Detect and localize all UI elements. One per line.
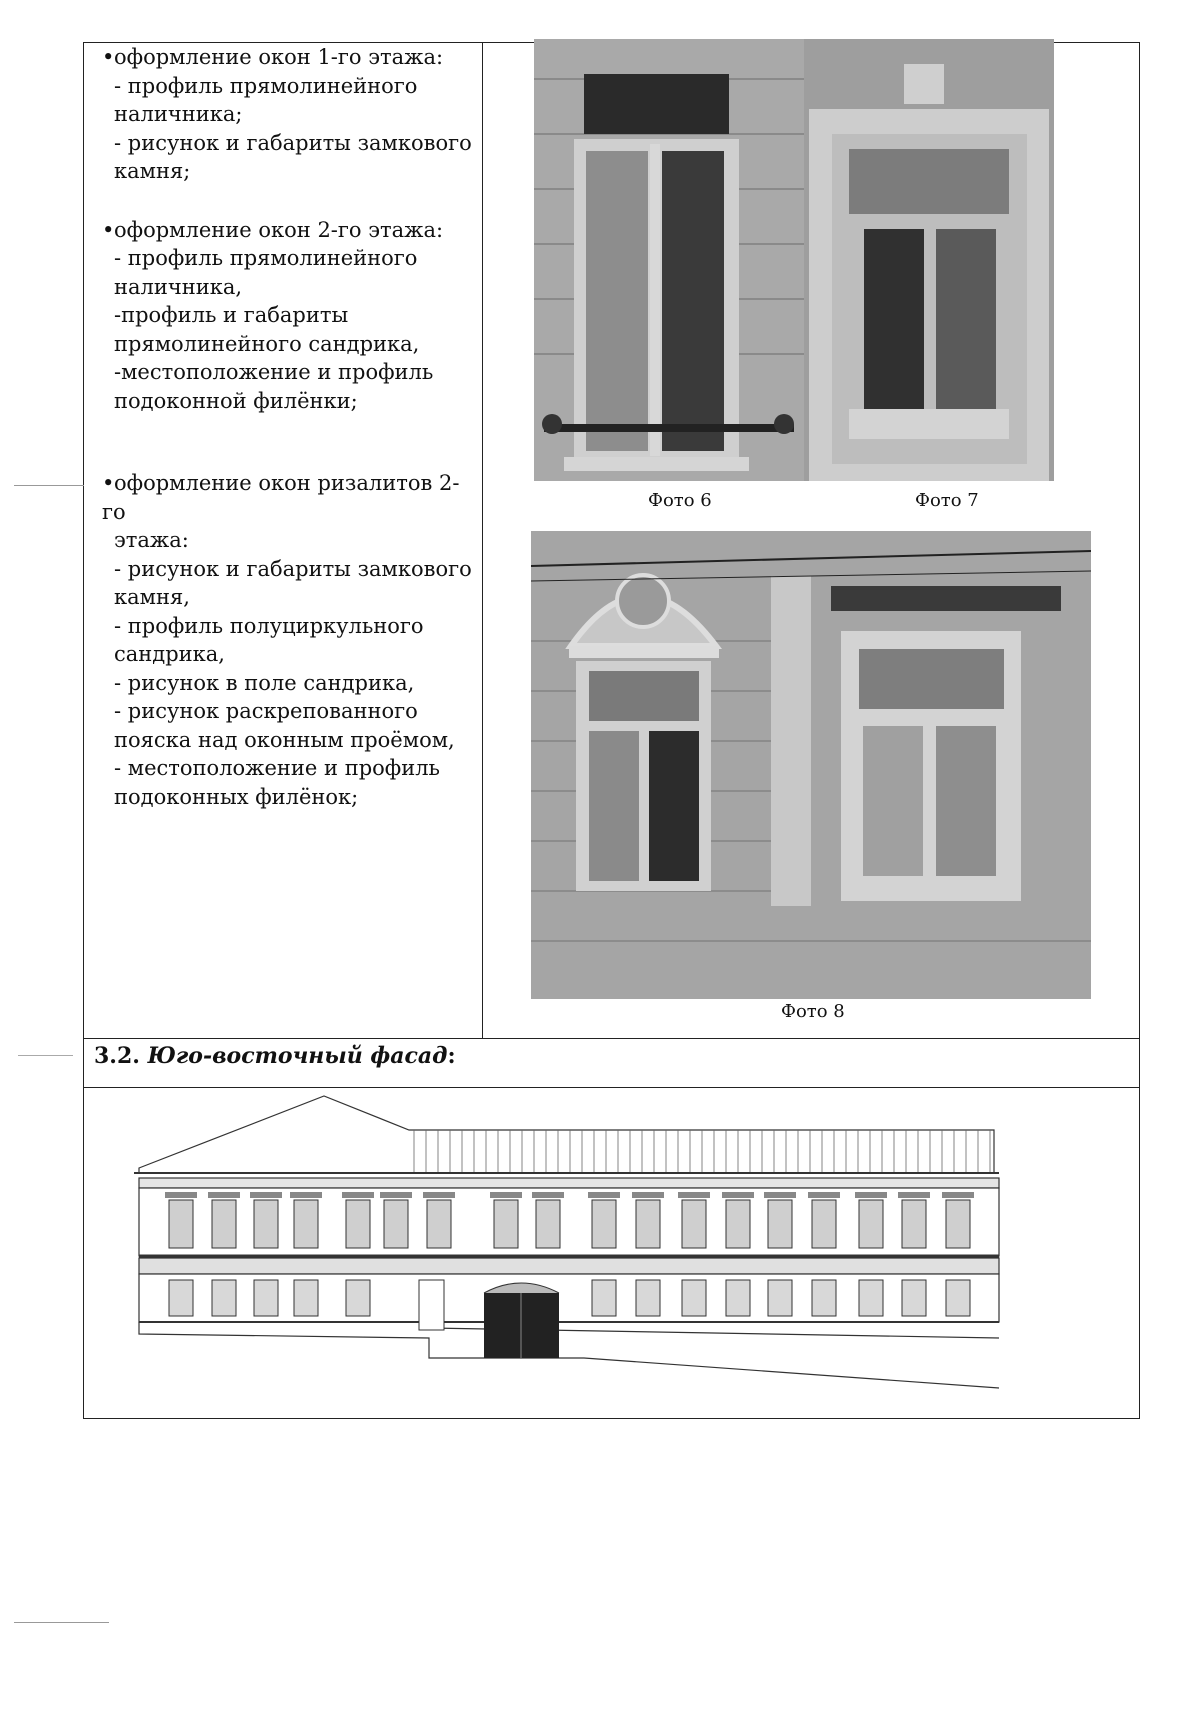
list-item: - рисунок и габариты замкового (114, 130, 472, 155)
bullet-icon: • (102, 471, 115, 495)
section-heading-cell (84, 1039, 1140, 1088)
list-item: -профиль и габариты (114, 303, 349, 327)
list-item: -местоположение и профиль (114, 360, 434, 384)
list-item: - рисунок раскрепованного (114, 699, 418, 723)
right-photo-cell (483, 43, 1140, 1039)
bullet-icon: • (102, 45, 115, 69)
photo-8-caption: Фото 8 (781, 1001, 845, 1022)
group-second-floor (84, 216, 482, 416)
photo-6-image (534, 39, 804, 481)
section-heading (84, 1039, 1139, 1087)
photo-8-image (531, 531, 1091, 999)
group-heading: оформление окон ризалитов 2-го (102, 471, 460, 524)
list-item: - местоположение и профиль (114, 756, 440, 780)
list-item: наличника, (114, 274, 243, 299)
scan-mark (14, 485, 84, 486)
facade-elevation-drawing (84, 1088, 1139, 1418)
list-item: камня; (114, 159, 191, 183)
group-first-floor (84, 43, 482, 186)
photo-7-caption: Фото 7 (915, 490, 979, 511)
list-item: наличника; (114, 102, 243, 126)
scan-mark (18, 1055, 73, 1056)
section-colon: : (447, 1043, 456, 1069)
photo-7-image (804, 39, 1054, 481)
list-item: этажа: (114, 528, 189, 552)
photo-6-caption: Фото 6 (648, 490, 712, 511)
list-item: подоконных филёнок; (114, 784, 359, 809)
list-item: - профиль прямолинейного (114, 73, 418, 98)
group-heading: оформление окон 1-го этажа: (114, 45, 444, 69)
list-item: пояска над оконным проёмом, (114, 727, 455, 752)
bullet-icon: • (102, 217, 115, 242)
list-item: - профиль полуциркульного (114, 613, 424, 638)
list-item: подоконной филёнки; (114, 388, 358, 413)
list-item: сандрика, (114, 642, 225, 666)
list-item: - рисунок в поле сандрика, (114, 670, 415, 695)
section-title: Юго-восточный фасад (147, 1043, 448, 1069)
list-item: прямолинейного сандрика, (114, 331, 420, 356)
scan-mark (14, 1622, 109, 1623)
group-risalit-windows (84, 469, 482, 811)
facade-drawing-cell (84, 1088, 1140, 1419)
list-item: - рисунок и габариты замкового (114, 556, 472, 581)
list-item: камня, (114, 585, 190, 609)
left-text-cell (84, 43, 483, 1039)
content-table (83, 42, 1140, 1419)
group-heading: оформление окон 2-го этажа: (114, 217, 444, 242)
section-number: 3.2. (94, 1043, 140, 1069)
list-item: - профиль прямолинейного (114, 246, 418, 270)
